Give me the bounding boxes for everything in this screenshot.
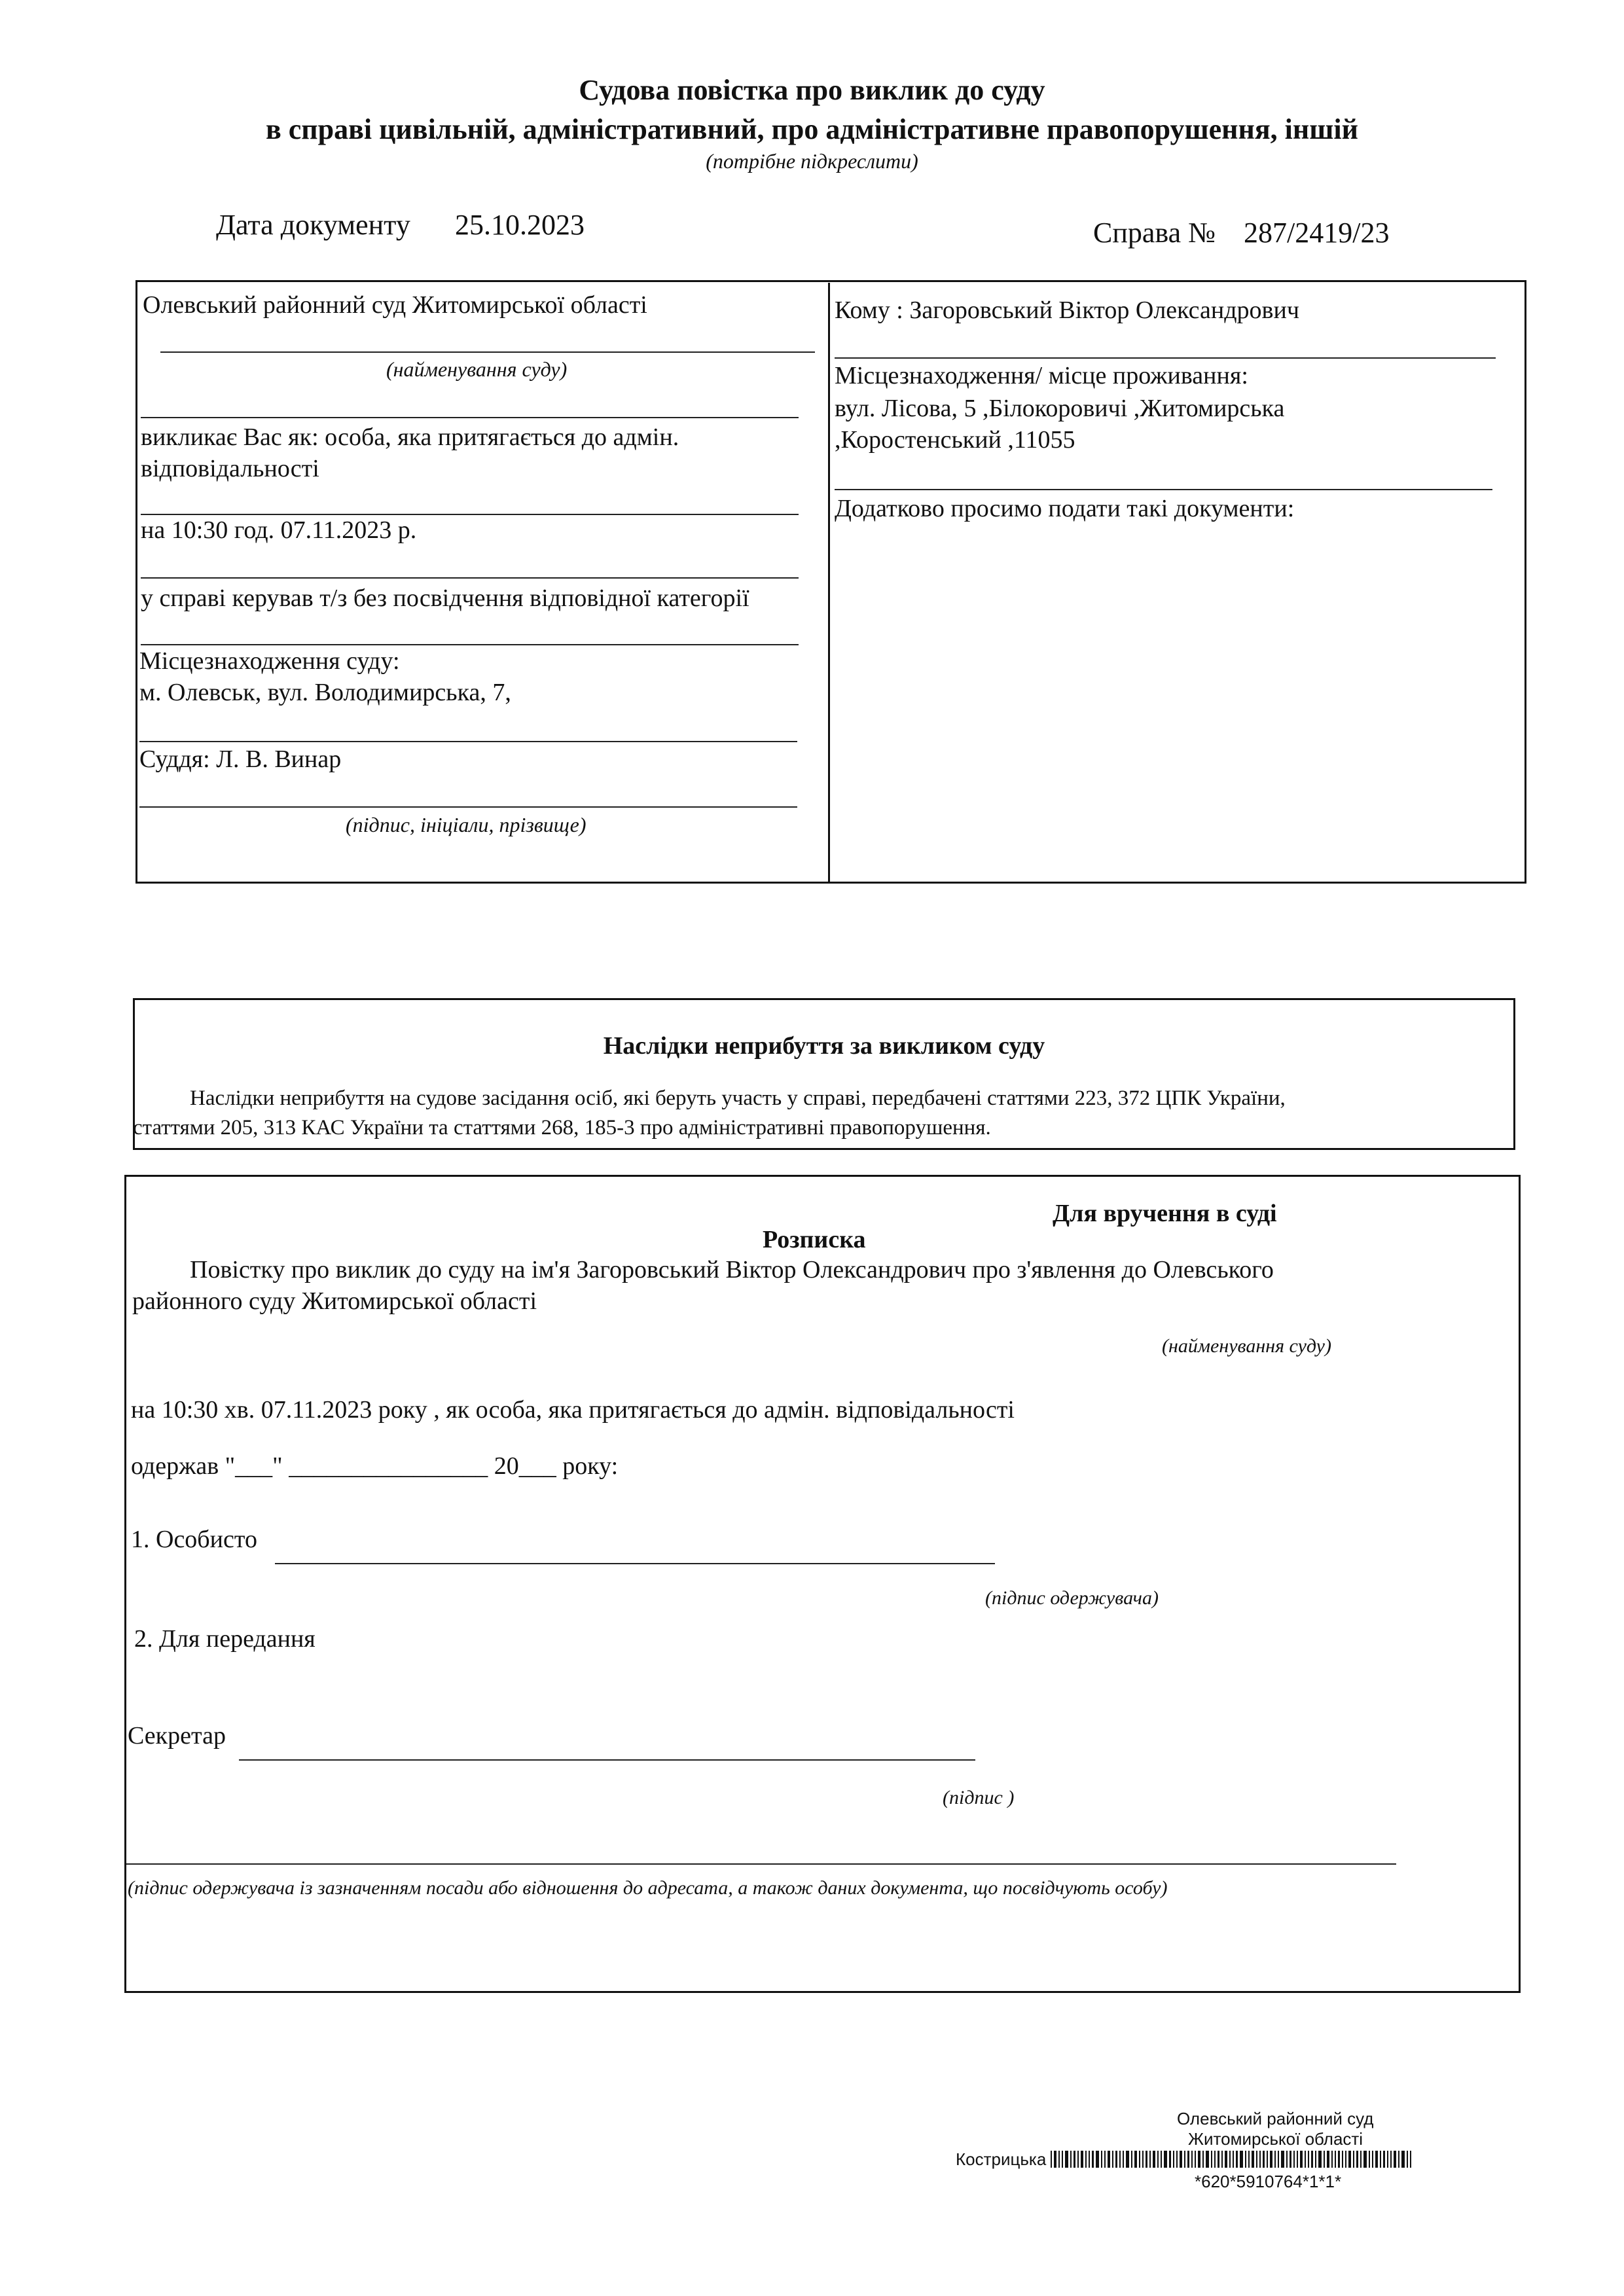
barcode-bar [1077, 2151, 1079, 2168]
barcode-bar [1180, 2151, 1182, 2168]
barcode-bar [1134, 2151, 1137, 2168]
case-number-label: Справа № [1093, 217, 1216, 249]
barcode-bar [1360, 2151, 1362, 2168]
receipt-time: на 10:30 хв. 07.11.2023 року , як особа, яка притягається до адмін. відповідальності [131, 1396, 1015, 1424]
barcode-bar [1375, 2151, 1378, 2168]
barcode-bar [1195, 2151, 1196, 2168]
receipt-summons-text: Повістку про виклик до суду на ім'я Загоровський Віктор Олександрович про з'явлення до Олевського [190, 1256, 1274, 1283]
barcode-bar [1259, 2151, 1261, 2168]
secretary-signature-line[interactable] [239, 1759, 975, 1761]
barcode-bar [1356, 2151, 1358, 2168]
divider-line [139, 741, 797, 742]
barcode-bar [1123, 2151, 1124, 2168]
documents-request: Додатково просимо подати такі документи: [835, 495, 1295, 522]
court-name-line [160, 351, 815, 353]
barcode-bar [1146, 2151, 1147, 2168]
footer-court-region: Житомирської області [1188, 2129, 1363, 2149]
barcode-bar [1119, 2151, 1121, 2168]
barcode-bar [1401, 2151, 1405, 2168]
barcode-bar [1278, 2151, 1279, 2168]
summons-title: Судова повістка про виклик до суду [579, 74, 1045, 106]
barcode-bar [1390, 2151, 1392, 2168]
barcode-bar [1131, 2151, 1132, 2168]
divider-line [141, 577, 799, 579]
barcode-bar [1394, 2151, 1396, 2168]
summons-role: викликає Вас як: особа, яка притягається до адмін. [141, 423, 679, 451]
divider-line [141, 417, 799, 418]
barcode-bar [1248, 2151, 1250, 2168]
barcode-bar [1081, 2151, 1083, 2168]
barcode-bar [1318, 2151, 1322, 2168]
barcode-bar [1202, 2151, 1204, 2168]
receipt-summons-text-cont: районного суду Житомирської області [132, 1287, 537, 1315]
barcode-number: *620*5910764*1*1* [1195, 2172, 1342, 2191]
barcode-bar [1211, 2151, 1212, 2168]
judge-hint: (підпис, ініціали, прізвище) [346, 813, 586, 836]
court-name-hint: (найменування суду) [386, 357, 568, 381]
barcode-bar [1157, 2151, 1159, 2168]
clerk-name: Кострицька [956, 2149, 1047, 2169]
personal-signature-hint: (підпис одержувача) [985, 1587, 1159, 1609]
barcode-bar [1383, 2151, 1385, 2168]
barcode-bar [1293, 2151, 1295, 2168]
barcode-bar [1270, 2151, 1272, 2168]
residence-label: Місцезнаходження/ місце проживання: [835, 362, 1248, 389]
barcode-bar [1058, 2151, 1060, 2168]
barcode-bar [1240, 2151, 1243, 2168]
consequences-text-cont: статтями 205, 313 КАС України та статтями 268, 185-3 про адміністративні правопорушення. [133, 1116, 991, 1139]
barcode-bar [1348, 2151, 1351, 2168]
barcode-bar [1245, 2151, 1246, 2168]
barcode-bar [1206, 2151, 1209, 2168]
court-name: Олевський районний суд Житомирської області [143, 291, 647, 319]
barcode-bar [1331, 2151, 1333, 2168]
barcode-bar [1281, 2151, 1284, 2168]
barcode-bar [1311, 2151, 1313, 2168]
court-location: м. Олевськ, вул. Володимирська, 7, [139, 679, 511, 706]
barcode-bar [1256, 2151, 1257, 2168]
barcode-bar [1198, 2151, 1200, 2168]
barcode-bar [1218, 2151, 1219, 2168]
document-date-label: Дата документу [216, 209, 410, 241]
barcode-bar [1054, 2151, 1056, 2168]
barcode-bar [1274, 2151, 1276, 2168]
barcode-bar [1335, 2151, 1336, 2168]
barcode-bar [1308, 2151, 1309, 2168]
barcode-bar [1101, 2151, 1102, 2168]
consequences-text: Наслідки неприбуття на судове засідання осіб, які беруть участь у справі, передбачені статтями 223, 372 ЦПК України, [190, 1086, 1286, 1110]
barcode-bar [1267, 2151, 1268, 2168]
barcode-bar [1153, 2151, 1155, 2168]
case-description: у справі керував т/з без посвідчення відповідної категорії [141, 584, 749, 612]
barcode-bar [1142, 2151, 1144, 2168]
for-court-label: Для вручення в суді [1053, 1200, 1277, 1227]
consequences-title: Наслідки неприбуття за викликом суду [603, 1032, 1045, 1060]
barcode-bar [1126, 2151, 1129, 2168]
divider-line [141, 514, 799, 515]
barcode-bar [1092, 2151, 1094, 2168]
personal-signature-line[interactable] [275, 1563, 995, 1564]
judge-signature-line [139, 806, 797, 808]
barcode-bar [1338, 2151, 1340, 2168]
barcode-bar [1115, 2151, 1117, 2168]
barcode-bar [1229, 2151, 1231, 2168]
barcode-bar [1398, 2151, 1399, 2168]
barcode-bar [1051, 2151, 1052, 2168]
recipient: Кому : Загоровський Віктор Олександрович [835, 296, 1299, 324]
court-location-label: Місцезнаходження суду: [139, 647, 400, 675]
barcode-bar [1139, 2151, 1140, 2168]
barcode-bar [1161, 2151, 1162, 2168]
footer-court-name: Олевський районний суд [1177, 2109, 1374, 2128]
barcode-bar [1342, 2151, 1343, 2168]
barcode-bar [1290, 2151, 1291, 2168]
barcode-bar [1187, 2151, 1189, 2168]
barcode-bar [1176, 2151, 1178, 2168]
hearing-time: на 10:30 год. 07.11.2023 р. [141, 516, 417, 544]
barcode-bar [1380, 2151, 1381, 2168]
barcode-bar [1407, 2151, 1408, 2168]
barcode-bar [1184, 2151, 1185, 2168]
barcode-bar [1363, 2151, 1367, 2168]
barcode [1051, 2151, 1413, 2168]
receipt-title: Розписка [763, 1226, 866, 1253]
barcode-bar [1074, 2151, 1075, 2168]
barcode-bar [1286, 2151, 1288, 2168]
summons-info-box [135, 280, 1526, 884]
barcode-bar [1315, 2151, 1316, 2168]
barcode-bar [1085, 2151, 1087, 2168]
barcode-bar [1252, 2151, 1254, 2168]
barcode-bar [1324, 2151, 1325, 2168]
barcode-bar [1112, 2151, 1113, 2168]
barcode-bar [1214, 2151, 1216, 2168]
barcode-bar [1070, 2151, 1072, 2168]
barcode-bar [1297, 2151, 1298, 2168]
residence-address-cont: ,Коростенський ,11055 [835, 426, 1075, 454]
personal-delivery-label: 1. Особисто [131, 1526, 257, 1553]
barcode-bar [1410, 2151, 1411, 2168]
underline-hint: (потрібне підкреслити) [706, 149, 918, 173]
recipient-signature-hint: (підпис одержувача із зазначенням посади або відношення до адресата, а також даних документа, що посвідчують особу) [128, 1877, 1168, 1899]
judge-name: Суддя: Л. В. Винар [139, 745, 342, 773]
barcode-bar [1345, 2151, 1346, 2168]
transfer-delivery-label: 2. Для передання [134, 1625, 316, 1653]
barcode-bar [1104, 2151, 1106, 2168]
barcode-bar [1062, 2151, 1063, 2168]
barcode-bar [1169, 2151, 1171, 2168]
barcode-bar [1263, 2151, 1265, 2168]
barcode-bar [1353, 2151, 1354, 2168]
barcode-bar [1173, 2151, 1174, 2168]
divider-line [141, 644, 799, 645]
barcode-bar [1305, 2151, 1306, 2168]
barcode-bar [1096, 2151, 1099, 2168]
case-number: 287/2419/23 [1244, 217, 1390, 249]
summons-subtitle: в справі цивільній, адміністративний, про адміністративне правопорушення, іншій [266, 113, 1358, 145]
document-date: 25.10.2023 [455, 209, 585, 241]
barcode-bar [1149, 2151, 1151, 2168]
residence-line [835, 489, 1492, 490]
barcode-bar [1065, 2151, 1068, 2168]
barcode-bar [1233, 2151, 1234, 2168]
residence-address: вул. Лісова, 5 ,Білокоровичі ,Житомирська [835, 395, 1285, 422]
barcode-bar [1327, 2151, 1329, 2168]
barcode-bar [1387, 2151, 1388, 2168]
receipt-court-hint: (найменування суду) [1162, 1335, 1331, 1357]
summons-role-cont: відповідальності [141, 455, 319, 482]
barcode-bar [1372, 2151, 1373, 2168]
barcode-bar [1089, 2151, 1090, 2168]
barcode-bar [1225, 2151, 1227, 2168]
barcode-bar [1236, 2151, 1238, 2168]
barcode-bar [1164, 2151, 1167, 2168]
barcode-bar [1191, 2151, 1193, 2168]
received-date-line: одержав "___" ________________ 20___ року: [131, 1452, 619, 1480]
barcode-bar [1221, 2151, 1223, 2168]
barcode-bar [1300, 2151, 1303, 2168]
barcode-bar [1369, 2151, 1370, 2168]
barcode-bar [1108, 2151, 1110, 2168]
column-divider [828, 283, 830, 882]
recipient-signature-line[interactable] [126, 1863, 1396, 1865]
recipient-line [835, 357, 1496, 359]
secretary-signature-hint: (підпис ) [943, 1787, 1015, 1808]
secretary-label: Секретар [128, 1722, 226, 1749]
